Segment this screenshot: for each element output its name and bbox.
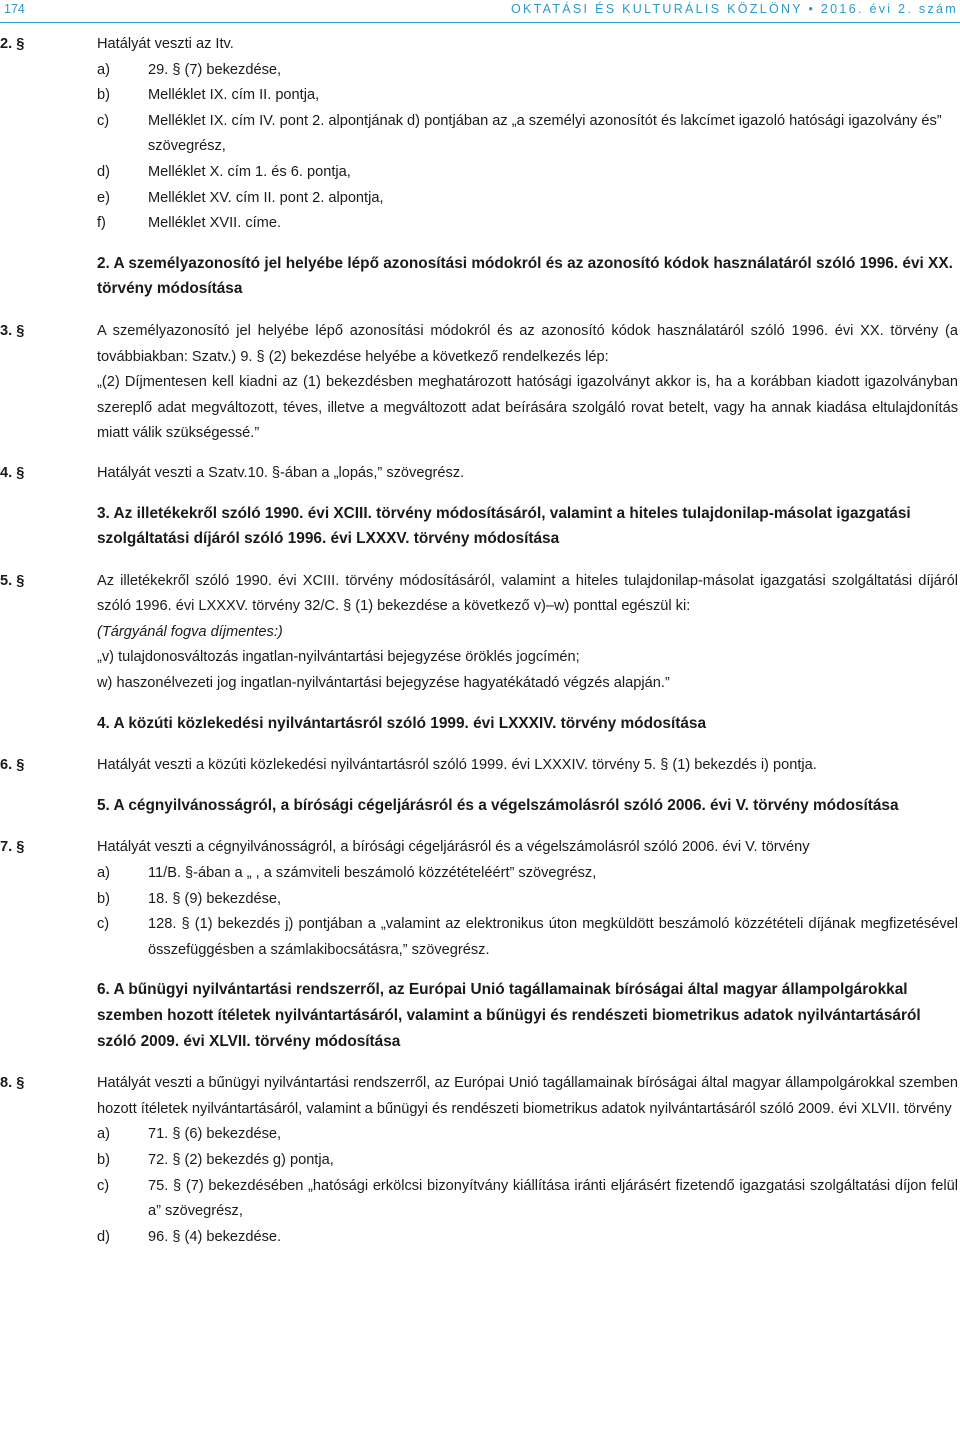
item-letter: d) xyxy=(97,1228,110,1245)
list-item xyxy=(0,1122,960,1148)
section-number: 6. § xyxy=(0,757,25,774)
item-text: 71. § (6) bekezdése, xyxy=(148,1126,282,1143)
list-item xyxy=(0,83,960,109)
list-item xyxy=(0,1148,960,1174)
section-2 xyxy=(0,32,960,58)
section-number: 5. § xyxy=(0,572,25,589)
list-item xyxy=(0,861,960,887)
item-letter: a) xyxy=(97,865,110,882)
item-text: Melléklet IX. cím II. pontja, xyxy=(148,87,320,104)
section-text: Az illetékekről szóló 1990. évi XCIII. törvény módosításáról, valamint a hiteles tulajdonilap-másolat igazgatási szolgáltatási díjáról szóló 1996. évi LXXXV. törvény 32/C. § (1) bekezdése a következő v)–w) ponttal egészül ki: xyxy=(97,572,958,615)
italic-context: (Tárgyánál fogva díjmentes:) xyxy=(97,623,283,640)
item-text: 72. § (2) bekezdés g) pontja, xyxy=(148,1151,334,1168)
quoted-line-w: w) haszonélvezeti jog ingatlan-nyilvántartási bejegyzése hagyatékátadó végzés alapján.” xyxy=(97,675,670,692)
section-number: 7. § xyxy=(0,839,25,856)
section-text: Hatályát veszti a cégnyilvánosságról, a bírósági cégeljárásról és a végelszámolásról szóló 2006. évi V. törvény xyxy=(97,839,810,856)
list-item xyxy=(0,912,960,963)
item-text: 128. § (1) bekezdés j) pontjában a „valamint az elektronikus úton megküldött beszámoló közzétételi díjának megfizetésével összefüggésben a számlakibocsátásra,” szövegrész. xyxy=(148,916,958,958)
list-item xyxy=(0,1225,960,1251)
item-letter: c) xyxy=(97,1177,110,1194)
item-text: Melléklet IX. cím IV. pont 2. alpontjának d) pontjában az „a személyi azonosítót és lakcímet igazoló hatósági igazolvány és” szövegrész, xyxy=(148,112,942,155)
item-text: Melléklet XV. cím II. pont 2. alpontja, xyxy=(148,189,384,206)
journal-title: OKTATÁSI ÉS KULTURÁLIS KÖZLÖNY • 2016. évi 2. szám xyxy=(510,2,958,16)
item-letter: f) xyxy=(97,215,106,232)
section-text: Hatályát veszti a Szatv.10. §-ában a „lopás,” szövegrész. xyxy=(97,464,465,481)
list-item xyxy=(0,1174,960,1225)
chapter-heading-5: 5. A cégnyilvánosságról, a bírósági cégeljárásról és a végelszámolásról szóló 2006. évi V. törvény módosítása xyxy=(97,796,899,814)
item-letter: e) xyxy=(97,189,110,206)
header-rule xyxy=(0,22,960,23)
list-item xyxy=(0,211,960,237)
item-text: 11/B. §-ában a „ , a számviteli beszámoló közzétételéért” szövegrész, xyxy=(148,865,597,882)
chapter-heading-4: 4. A közúti közlekedési nyilvántartásról szóló 1999. évi LXXXIV. törvény módosítása xyxy=(97,714,707,732)
list-item xyxy=(0,58,960,84)
section-text: Hatályát veszti a közúti közlekedési nyilvántartásról szóló 1999. évi LXXXIV. törvény 5. § (1) bekezdés i) pontja. xyxy=(97,757,817,774)
section-number: 2. § xyxy=(0,36,25,52)
section-number: 4. § xyxy=(0,464,25,481)
chapter-heading-2: 2. A személyazonosító jel helyébe lépő azonosítási módokról és az azonosító kódok használatáról szóló 1996. évi XX. törvény módosítása xyxy=(97,254,953,298)
document-body xyxy=(0,32,960,1250)
list-item xyxy=(0,186,960,212)
section-number: 8. § xyxy=(0,1075,25,1092)
item-letter: d) xyxy=(97,163,110,180)
list-item xyxy=(0,887,960,913)
section-3 xyxy=(0,319,960,370)
page-number: 174 xyxy=(4,2,25,16)
page-header xyxy=(0,0,960,24)
section-text: Hatályát veszti a bűnügyi nyilvántartási rendszerről, az Európai Unió tagállamainak bíróságai által magyar állampolgárokkal szemben hozott ítéletek nyilvántartásáról, valamint a bűnügyi és rendészeti biometrikus adatok nyilvántartásáról szóló 2009. évi XLVII. törvény xyxy=(97,1075,958,1117)
item-text: 75. § (7) bekezdésében „hatósági erkölcsi bizonyítvány kiállítása iránti eljárásért fizetendő igazgatási szolgáltatási díjon felül a” szövegrész, xyxy=(148,1177,958,1220)
list-item xyxy=(0,160,960,186)
quoted-provision: „(2) Díjmentesen kell kiadni az (1) bekezdésben meghatározott hatósági igazolványt akkor is, ha a korábban kiadott igazolványban szereplő adat megváltozott, téves, illetve a megváltozott adat beírására szolgáló rovat betelt, vagy ha annak kiadása eltulajdonítás miatt válik szükségessé.” xyxy=(97,374,958,442)
section-5 xyxy=(0,569,960,620)
item-letter: c) xyxy=(97,916,110,933)
item-letter: b) xyxy=(97,1151,110,1168)
item-letter: b) xyxy=(97,890,110,907)
item-text: 96. § (4) bekezdése. xyxy=(148,1228,282,1245)
chapter-heading-3: 3. Az illetékekről szóló 1990. évi XCIII. törvény módosításáról, valamint a hiteles tulajdonilap-másolat igazgatási szolgáltatási díjáról szóló 1996. évi LXXXV. törvény módosítása xyxy=(97,504,911,548)
item-text: Melléklet XVII. címe. xyxy=(148,215,282,232)
section-text: Hatályát veszti az Itv. xyxy=(97,36,234,52)
section-4 xyxy=(0,461,960,487)
item-letter: b) xyxy=(97,87,110,104)
quoted-line-v: „v) tulajdonosváltozás ingatlan-nyilvántartási bejegyzése öröklés jogcímén; xyxy=(97,649,580,666)
section-6 xyxy=(0,753,960,779)
item-text: 29. § (7) bekezdése, xyxy=(148,61,282,78)
item-letter: a) xyxy=(97,61,110,78)
item-text: Melléklet X. cím 1. és 6. pontja, xyxy=(148,163,351,180)
section-8 xyxy=(0,1071,960,1122)
list-item xyxy=(0,109,960,160)
section-number: 3. § xyxy=(0,322,25,339)
chapter-heading-6: 6. A bűnügyi nyilvántartási rendszerről, az Európai Unió tagállamainak bíróságai által magyar állampolgárokkal szemben hozott ítéletek nyilvántartásáról, valamint a bűnügyi és rendészeti biometrikus adatok nyilvántartásáról szóló 2009. évi XLVII. törvény módosítása xyxy=(97,981,921,1050)
item-letter: a) xyxy=(97,1126,110,1143)
item-text: 18. § (9) bekezdése, xyxy=(148,890,282,907)
item-letter: c) xyxy=(97,112,110,129)
section-7 xyxy=(0,835,960,861)
section-text: A személyazonosító jel helyébe lépő azonosítási módokról és az azonosító kódok használatáról szóló 1996. évi XX. törvény (a továbbiakban: Szatv.) 9. § (2) bekezdése helyébe a következő rendelkezés lép: xyxy=(97,322,958,365)
